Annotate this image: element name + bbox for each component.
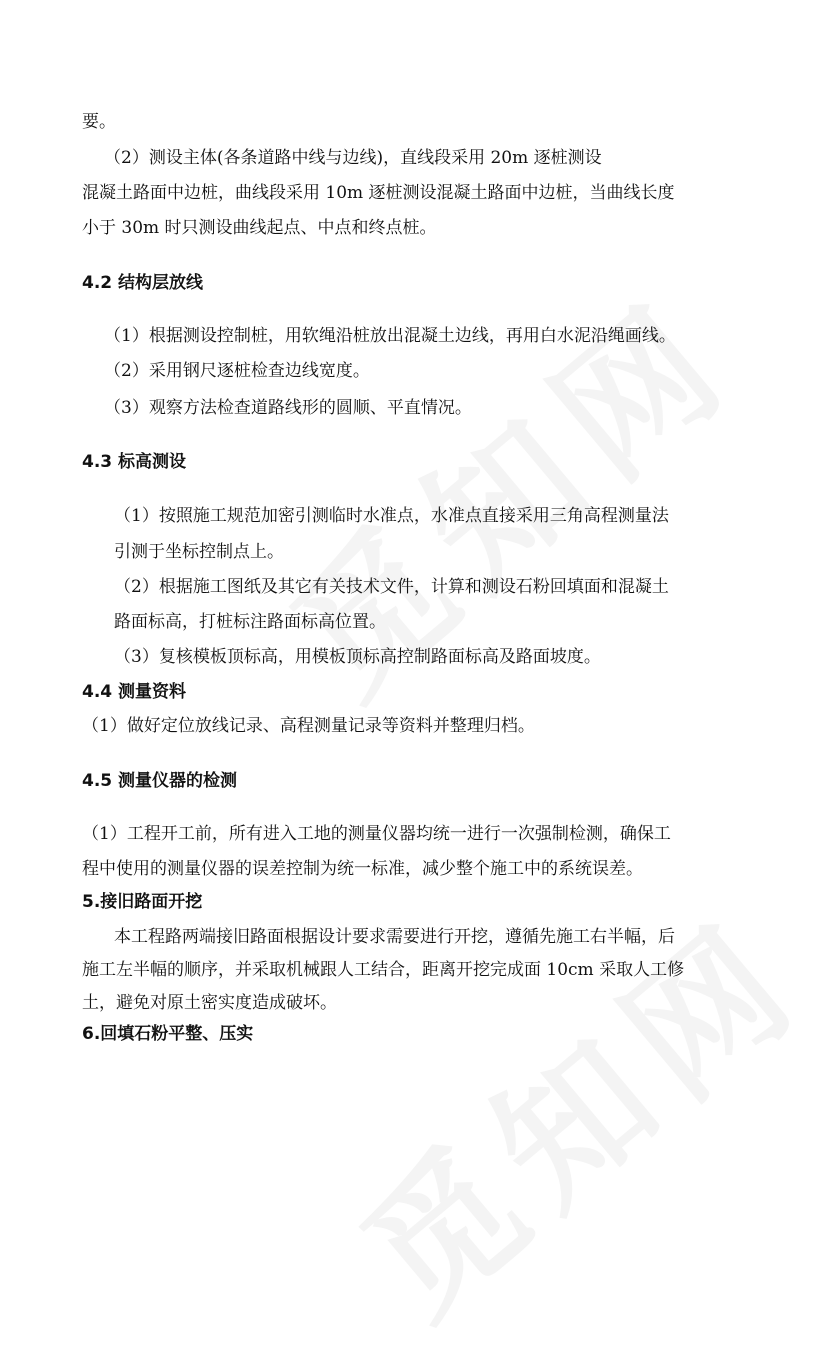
section-heading: 4.5 测量仪器的检测 [82, 771, 238, 791]
list-item: （3）观察方法检查道路线形的圆顺、平直情况。 [104, 398, 472, 418]
list-item: 引测于坐标控制点上。 [114, 542, 284, 562]
list-item: （1）根据测设控制桩，用软绳沿桩放出混凝土边线，再用白水泥沿绳画线。 [104, 326, 676, 346]
paragraph-line: 本工程路两端接旧路面根据设计要求需要进行开挖，遵循先施工右半幅，后 [114, 927, 675, 947]
list-item: （1）工程开工前，所有进入工地的测量仪器均统一进行一次强制检测，确保工 [82, 824, 671, 844]
list-item: （2）根据施工图纸及其它有关技术文件，计算和测设石粉回填面和混凝土 [114, 577, 669, 597]
list-item: （3）复核模板顶标高，用模板顶标高控制路面标高及路面坡度。 [114, 647, 601, 667]
paragraph-line: 土，避免对原土密实度造成破坏。 [82, 993, 337, 1013]
paragraph-line: 小于 30m 时只测设曲线起点、中点和终点桩。 [82, 218, 437, 238]
list-item: （1）按照施工规范加密引测临时水准点，水准点直接采用三角高程测量法 [114, 506, 669, 526]
list-item: 路面标高，打桩标注路面标高位置。 [114, 612, 386, 632]
section-heading: 6.回填石粉平整、压实 [82, 1024, 254, 1044]
paragraph-line: （2）测设主体(各条道路中线与边线)，直线段采用 20m 逐桩测设 [104, 148, 602, 168]
paragraph-line: 混凝土路面中边桩，曲线段采用 10m 逐桩测设混凝土路面中边桩，当曲线长度 [82, 183, 675, 203]
list-item: （1）做好定位放线记录、高程测量记录等资料并整理归档。 [82, 716, 535, 736]
list-item: （2）采用钢尺逐桩检查边线宽度。 [104, 361, 370, 381]
paragraph-line: 要。 [82, 112, 116, 132]
section-heading: 4.3 标高测设 [82, 452, 187, 472]
list-item: 程中使用的测量仪器的误差控制为统一标准，减少整个施工中的系统误差。 [82, 859, 643, 879]
section-heading: 5.接旧路面开挖 [82, 892, 203, 912]
section-heading: 4.4 测量资料 [82, 682, 187, 702]
paragraph-line: 施工左半幅的顺序，并采取机械跟人工结合，距离开挖完成面 10cm 采取人工修 [82, 960, 685, 980]
section-heading: 4.2 结构层放线 [82, 273, 204, 293]
